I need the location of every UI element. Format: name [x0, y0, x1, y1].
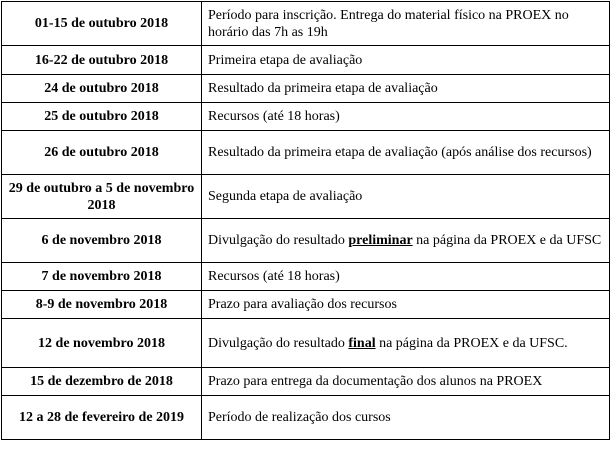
description-cell: Resultado da primeira etapa de avaliação	[202, 75, 610, 103]
table-row	[2, 2, 610, 46]
description-cell: Prazo para avaliação dos recursos	[202, 291, 610, 319]
description-cell: Segunda etapa de avaliação	[202, 175, 610, 219]
description-cell: Período para inscrição. Entrega do material físico na PROEX no horário das 7h as 19h	[202, 2, 610, 46]
date-cell: 29 de outubro a 5 de novembro 2018	[2, 175, 202, 219]
date-cell: 12 de novembro 2018	[2, 319, 202, 368]
table-row	[2, 46, 610, 75]
description-cell: Resultado da primeira etapa de avaliação (após análise dos recursos)	[202, 131, 610, 175]
description-cell	[202, 319, 610, 368]
description-cell: Recursos (até 18 horas)	[202, 103, 610, 131]
table-row	[2, 131, 610, 175]
highlighted-word: final	[348, 335, 376, 351]
date-cell: 26 de outubro 2018	[2, 131, 202, 175]
date-cell: 7 de novembro 2018	[2, 263, 202, 291]
table-row	[2, 319, 610, 368]
date-cell: 12 a 28 de fevereiro de 2019	[2, 396, 202, 440]
table-row	[2, 75, 610, 103]
date-cell: 16-22 de outubro 2018	[2, 46, 202, 75]
highlighted-word: preliminar	[348, 233, 413, 248]
date-cell: 01-15 de outubro 2018	[2, 2, 202, 46]
table-row	[2, 396, 610, 440]
description-cell: Recursos (até 18 horas)	[202, 263, 610, 291]
table-row	[2, 368, 610, 396]
date-cell: 25 de outubro 2018	[2, 103, 202, 131]
description-cell: Prazo para entrega da documentação dos alunos na PROEX	[202, 368, 610, 396]
date-cell: 15 de dezembro de 2018	[2, 368, 202, 396]
table-row	[2, 291, 610, 319]
table-row	[2, 175, 610, 219]
description-cell: Primeira etapa de avaliação	[202, 46, 610, 75]
description-text: Divulgação do resultado	[208, 233, 349, 248]
date-cell: 24 de outubro 2018	[2, 75, 202, 103]
date-cell: 8-9 de novembro 2018	[2, 291, 202, 319]
table-row	[2, 263, 610, 291]
table-row	[2, 103, 610, 131]
description-text: na página da PROEX e da UFSC	[412, 233, 602, 248]
description-cell: Período de realização dos cursos	[202, 396, 610, 440]
date-cell: 6 de novembro 2018	[2, 219, 202, 263]
table-row	[2, 219, 610, 263]
description-text: na página da PROEX e da UFSC.	[375, 335, 568, 351]
schedule-table	[1, 1, 610, 440]
description-text: Divulgação do resultado	[208, 335, 349, 351]
description-cell	[202, 219, 610, 263]
